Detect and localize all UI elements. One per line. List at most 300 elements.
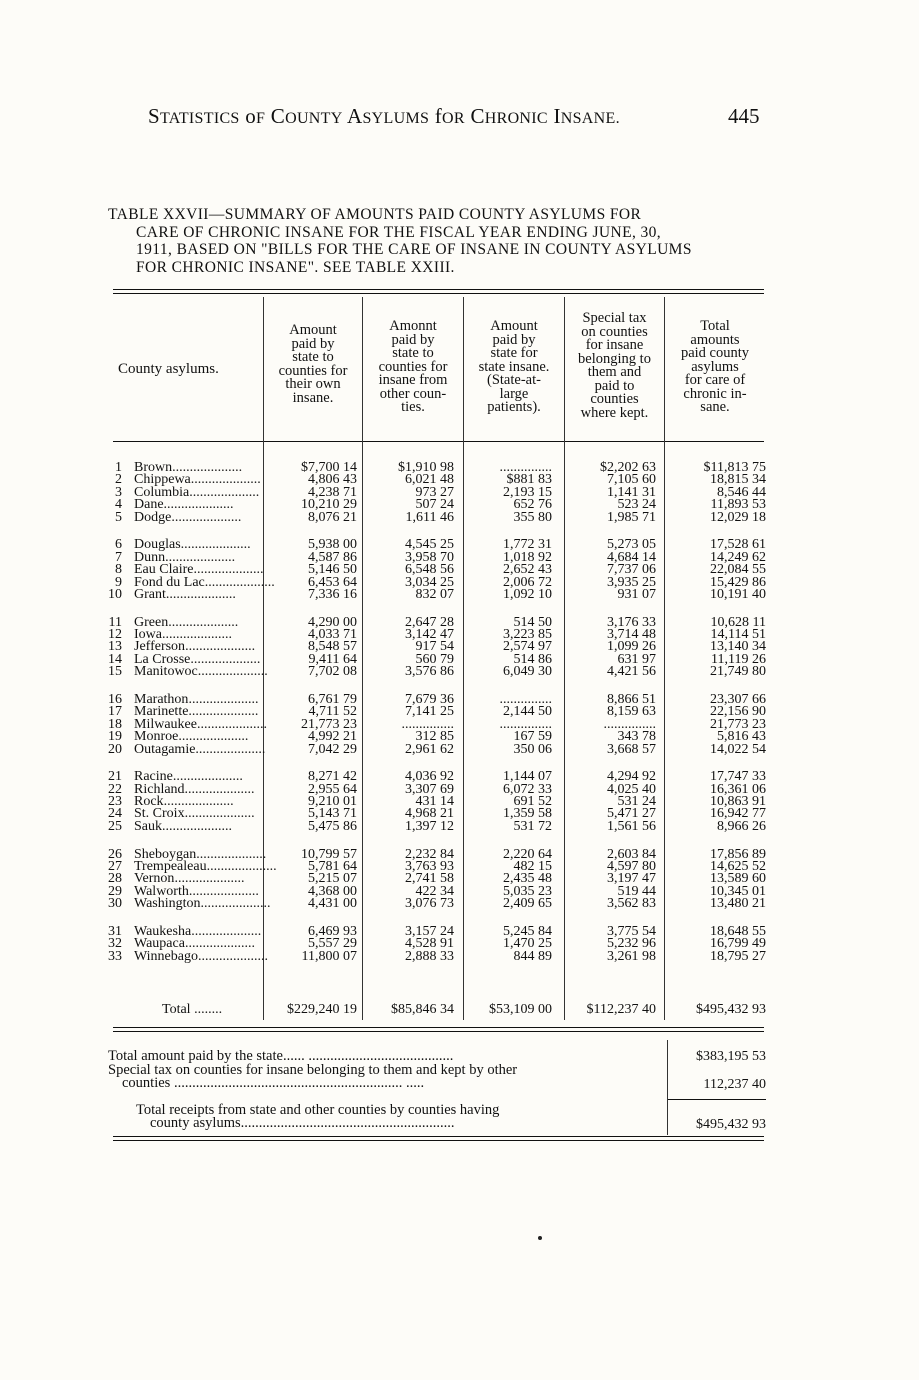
table-cell: 1,018 92 [503, 549, 552, 565]
table-cell: 5,035 23 [503, 883, 552, 899]
column-header-line: insane. [292, 389, 334, 406]
column-header-line: amounts [690, 331, 740, 348]
county-name: Waukesha.................... [134, 923, 262, 939]
column-header-line: Amount [289, 322, 337, 338]
table-cell: 560 79 [415, 651, 454, 667]
table-cell: 2,435 48 [503, 871, 552, 887]
table-cell: 5,232 96 [607, 936, 656, 952]
table-cell: 6,469 93 [308, 923, 357, 939]
column-header-line: their own [285, 376, 341, 392]
table-cell: 3,176 33 [607, 614, 656, 630]
table-cell: 1,092 10 [503, 586, 552, 602]
table-cell: 4,684 14 [607, 549, 656, 565]
table-cell: 14,249 62 [710, 549, 766, 565]
table-cell: 5,146 50 [308, 562, 357, 578]
table-cell: 17,856 89 [710, 846, 766, 862]
table-cell: 5,143 71 [308, 806, 357, 822]
table-cell: 6,049 30 [503, 664, 552, 680]
county-name: Richland.................... [134, 781, 255, 797]
table-cell: 5,273 05 [607, 537, 656, 553]
table-cell: 13,589 60 [710, 871, 766, 887]
table-cell: 355 80 [513, 509, 552, 525]
row-number: 14 [108, 651, 122, 667]
table-cell: 5,781 64 [308, 858, 357, 874]
row-number: 32 [108, 936, 122, 952]
column-header-special-tax [565, 312, 664, 420]
county-name: Grant.................... [134, 586, 236, 602]
page-number: 445 [728, 104, 760, 128]
row-number: 6 [115, 537, 122, 553]
table-cell: 691 52 [513, 794, 552, 809]
table-cell: 14,114 51 [710, 627, 766, 642]
table-cell: 167 59 [513, 729, 552, 745]
row-number: 27 [108, 858, 122, 874]
table-cell: 3,307 69 [405, 781, 454, 797]
table-row [0, 897, 919, 911]
table-cell: 3,714 48 [607, 627, 656, 642]
column-header-line: Total [700, 318, 730, 334]
table-cell: 3,197 47 [607, 871, 656, 887]
table-cell: 2,574 97 [503, 639, 552, 655]
county-name: Chippewa.................... [134, 472, 261, 488]
table-row [0, 588, 919, 602]
table-cell: 7,737 06 [607, 562, 656, 578]
table-cell: 21,749 80 [710, 664, 766, 680]
row-number: 25 [108, 818, 122, 834]
row-number: 15 [108, 664, 122, 680]
county-name: Vernon.................... [134, 871, 245, 887]
summary-bottom-rule [113, 1136, 764, 1137]
table-cell: 514 86 [513, 651, 552, 667]
column-header-line: patients). [487, 399, 541, 415]
column-header-line: insane from [378, 372, 448, 388]
table-cell: 4,431 00 [308, 896, 357, 912]
table-cell: 2,220 64 [503, 846, 552, 862]
table-cell: 1,397 12 [405, 818, 454, 834]
row-number: 7 [115, 549, 122, 565]
county-name: Eau Claire.................... [134, 562, 264, 578]
table-cell: 4,294 92 [607, 769, 656, 785]
county-name: Dane.................... [134, 497, 234, 513]
summary-value: 112,237 40 [703, 1077, 766, 1092]
table-cell: 931 07 [617, 586, 656, 602]
row-number: 18 [108, 716, 122, 732]
total-cell: $112,237 40 [586, 1002, 656, 1017]
table-row [0, 743, 919, 757]
leader-dots: ............... [603, 716, 656, 732]
column-header-line: Amonnt [389, 318, 437, 334]
county-name: Columbia.................... [134, 484, 260, 500]
column-header-line: on counties [581, 323, 648, 340]
table-cell: 1,141 31 [607, 484, 656, 500]
table-cell: 4,806 43 [308, 472, 357, 488]
table-cell: 1,985 71 [607, 509, 656, 525]
county-name: Douglas.................... [134, 537, 251, 553]
table-cell: 13,140 34 [710, 639, 766, 655]
county-name: Jefferson.................... [134, 639, 256, 655]
table-cell: 3,958 70 [405, 549, 454, 565]
row-number: 8 [115, 562, 122, 578]
table-cell: $11,813 75 [703, 460, 766, 475]
county-name: Outagamie.................... [134, 741, 266, 757]
summary-label: Total amount paid by the state...... ........................................ [108, 1048, 454, 1064]
table-cell: 7,105 60 [607, 472, 656, 488]
column-header-line: counties for [278, 362, 348, 379]
row-number: 9 [115, 574, 122, 590]
table-cell: 17,747 33 [710, 769, 766, 785]
row-number: 28 [108, 871, 122, 887]
table-cell: 1,772 31 [503, 537, 552, 553]
table-cell: 7,336 16 [308, 586, 357, 602]
table-cell: 4,033 71 [308, 627, 357, 642]
table-cell: 1,470 25 [503, 936, 552, 952]
table-cell: 5,475 86 [308, 818, 357, 834]
row-number: 10 [108, 586, 122, 602]
county-name: Sheboygan.................... [134, 846, 267, 862]
column-header-line: Amount [490, 318, 538, 334]
column-header-line: (State-at- [487, 372, 541, 388]
table-cell: 8,271 42 [308, 769, 357, 785]
table-cell: 6,453 64 [308, 574, 357, 590]
table-cell: 3,935 25 [607, 574, 656, 590]
table-cell: 8,966 26 [717, 818, 766, 834]
table-cell: 10,191 40 [710, 586, 766, 602]
table-cell: 4,545 25 [405, 537, 454, 553]
table-top-rule [113, 289, 764, 290]
table-cell: 5,816 43 [717, 729, 766, 745]
table-cell: 5,215 07 [308, 871, 357, 887]
table-cell: 3,763 93 [405, 858, 454, 874]
table-cell: 10,628 11 [710, 614, 766, 630]
table-cell: 16,361 06 [710, 781, 766, 797]
county-name: Iowa.................... [134, 627, 232, 642]
row-number: 26 [108, 846, 122, 862]
table-cell: 531 72 [513, 818, 552, 834]
total-cell: $53,109 00 [489, 1002, 552, 1017]
table-cell: 7,141 25 [405, 704, 454, 720]
summary-value: $383,195 53 [696, 1049, 766, 1064]
table-cell: 917 54 [415, 639, 454, 655]
county-name: Milwaukee.................... [134, 716, 267, 732]
leader-dots: ............... [401, 716, 454, 732]
table-cell: 4,711 52 [308, 704, 357, 720]
table-cell: 21,773 23 [301, 716, 357, 732]
summary-label: counties ............................................................... ..... [122, 1075, 425, 1091]
county-column-header: County asylums. [118, 361, 219, 377]
table-cell: 422 34 [415, 883, 454, 899]
row-number: 4 [115, 497, 122, 513]
table-cell: 3,668 57 [607, 741, 656, 757]
table-cell: 15,429 86 [710, 574, 766, 590]
table-cell: 3,034 25 [405, 574, 454, 590]
caption-line: FOR CHRONIC INSANE". SEE TABLE XXIII. [136, 258, 455, 276]
table-cell: 519 44 [617, 883, 656, 899]
row-number: 2 [115, 472, 122, 488]
row-number: 20 [108, 741, 122, 757]
table-row [0, 820, 919, 834]
column-header-line: state to [392, 345, 434, 361]
column-header-line: chronic in- [683, 385, 747, 402]
table-cell: 312 85 [415, 729, 454, 745]
county-name: La Crosse.................... [134, 651, 261, 667]
column-header-line: large [499, 385, 529, 402]
table-cell: 4,238 71 [308, 484, 357, 500]
column-header-line: counties [590, 391, 639, 407]
total-cell: $85,846 34 [391, 1002, 454, 1017]
table-cell: 6,021 48 [405, 472, 454, 488]
county-name: Racine.................... [134, 769, 243, 785]
table-cell: 1,144 07 [503, 769, 552, 785]
column-header-line: Special tax [582, 310, 647, 326]
table-cell: $2,202 63 [600, 460, 656, 475]
table-cell: 11,800 07 [301, 948, 357, 964]
county-name: Washington.................... [134, 896, 271, 912]
table-cell: 10,345 01 [710, 883, 766, 899]
table-cell: 18,795 27 [710, 948, 766, 964]
table-row [0, 665, 919, 679]
column-header-line: for insane [585, 337, 644, 353]
column-header-line: other coun- [379, 385, 447, 402]
table-cell: 4,036 92 [405, 769, 454, 785]
table-cell: 2,603 84 [607, 846, 656, 862]
table-cell: 6,548 56 [405, 562, 454, 578]
row-number: 29 [108, 883, 122, 899]
column-header-total [665, 320, 765, 415]
row-number: 17 [108, 704, 122, 720]
row-number: 23 [108, 794, 122, 809]
row-number: 33 [108, 948, 122, 964]
ink-speck [538, 1236, 542, 1240]
column-header-line: where kept. [580, 404, 649, 421]
row-number: 5 [115, 509, 122, 525]
county-name: Walworth.................... [134, 883, 259, 899]
column-header-line: paid by [492, 331, 536, 348]
header-bottom-rule [113, 441, 764, 442]
column-header-line: ties. [401, 399, 425, 415]
table-cell: 2,006 72 [503, 574, 552, 590]
county-name: Dunn.................... [134, 549, 236, 565]
table-cell: 514 50 [513, 614, 552, 630]
table-cell: 1,611 46 [405, 509, 454, 525]
table-cell: 507 24 [415, 497, 454, 513]
table-cell: 6,072 33 [503, 781, 552, 797]
table-cell: 11,119 26 [711, 651, 766, 667]
county-name: Trempealeau.................... [134, 858, 277, 874]
table-cell: 4,290 00 [308, 614, 357, 630]
row-number: 31 [108, 923, 122, 939]
table-bottom-rule [113, 1031, 764, 1032]
column-header-line: paid to [594, 377, 635, 394]
column-header-line: paid county [680, 345, 750, 361]
table-cell: $881 83 [506, 472, 552, 488]
total-label: Total ........ [162, 1002, 223, 1017]
county-name: Green.................... [134, 614, 239, 630]
table-cell: 2,955 64 [308, 781, 357, 797]
summary-label: Special tax on counties for insane belonging to them and kept by other [108, 1062, 518, 1078]
table-cell: 4,968 21 [405, 806, 454, 822]
column-header-line: belonging to [578, 350, 651, 367]
table-cell: 22,084 55 [710, 562, 766, 578]
table-cell: 10,799 57 [301, 846, 357, 862]
column-header-line: sane. [700, 399, 730, 415]
table-cell: 4,597 80 [607, 858, 656, 874]
table-cell: 5,938 00 [308, 537, 357, 553]
summary-label: county asylums........................................................... [150, 1115, 455, 1131]
column-header-line: state to [292, 349, 334, 365]
table-cell: 22,156 90 [710, 704, 766, 720]
table-cell: 6,761 79 [308, 691, 357, 707]
table-cell: 16,799 49 [710, 936, 766, 952]
table-row [0, 511, 919, 525]
leader-dots: ............... [499, 460, 552, 475]
summary-subtotal-rule [668, 1099, 766, 1100]
table-cell: 11,893 53 [710, 497, 766, 513]
column-header-state-insane [464, 320, 564, 415]
summary-bottom-rule [113, 1140, 764, 1141]
table-cell: 12,029 18 [710, 509, 766, 525]
total-cell: $495,432 93 [696, 1002, 766, 1017]
table-cell: 3,157 24 [405, 923, 454, 939]
table-cell: 14,022 54 [710, 741, 766, 757]
row-number: 12 [108, 627, 122, 642]
caption-line: TABLE XXVII—SUMMARY OF AMOUNTS PAID COUNTY ASYLUMS FOR [108, 206, 642, 223]
column-header-line: for care of [684, 372, 746, 388]
table-cell: 4,421 56 [607, 664, 656, 680]
table-cell: 343 78 [617, 729, 656, 745]
table-cell: 4,368 00 [308, 883, 357, 899]
row-number: 30 [108, 896, 122, 912]
table-cell: 9,411 64 [308, 651, 357, 667]
county-name: Manitowoc.................... [134, 664, 268, 680]
table-cell: 3,076 73 [405, 896, 454, 912]
table-cell: 8,866 51 [607, 691, 656, 707]
table-cell: 2,232 84 [405, 846, 454, 862]
table-cell: 631 97 [617, 651, 656, 667]
table-cell: 3,142 47 [405, 627, 454, 642]
table-bottom-rule [113, 1027, 764, 1028]
table-cell: 9,210 01 [308, 794, 357, 809]
table-cell: 2,961 62 [405, 741, 454, 757]
leader-dots: ............... [499, 691, 552, 707]
table-cell: 4,025 40 [607, 781, 656, 797]
table-cell: 1,561 56 [607, 818, 656, 834]
table-cell: 8,548 57 [308, 639, 357, 655]
column-header-state-own [264, 324, 362, 405]
row-number: 24 [108, 806, 122, 822]
table-cell: 10,863 91 [710, 794, 766, 809]
table-cell: 2,652 43 [503, 562, 552, 578]
column-header-line: counties for [378, 358, 448, 375]
table-cell: 3,261 98 [607, 948, 656, 964]
row-number: 21 [108, 769, 122, 785]
table-cell: 844 89 [513, 948, 552, 964]
table-cell: 4,992 21 [308, 729, 357, 745]
county-name: Waupaca.................... [134, 936, 255, 952]
summary-label: Total receipts from state and other counties by counties having [136, 1102, 500, 1118]
table-cell: 5,557 29 [308, 936, 357, 952]
table-cell: 2,888 33 [405, 948, 454, 964]
table-cell: $1,910 98 [398, 460, 454, 475]
table-cell: 3,576 86 [405, 664, 454, 680]
table-cell: 2,144 50 [503, 704, 552, 720]
table-cell: 8,076 21 [308, 509, 357, 525]
caption-line: 1911, BASED ON "BILLS FOR THE CARE OF INSANE IN COUNTY ASYLUMS [136, 241, 692, 258]
table-cell: 3,562 83 [607, 896, 656, 912]
row-number: 16 [108, 691, 122, 707]
county-name: Marathon.................... [134, 691, 259, 707]
row-number: 11 [108, 614, 122, 630]
table-row [0, 950, 919, 964]
running-header-title: STATISTICS oF COUNTY ASYLUMS fOR CHRONIC INSANE. [148, 104, 620, 128]
table-cell: 5,245 84 [503, 923, 552, 939]
table-cell: 2,409 65 [503, 896, 552, 912]
table-cell: 2,741 58 [405, 871, 454, 887]
table-cell: 3,775 54 [607, 923, 656, 939]
total-cell: $229,240 19 [287, 1002, 357, 1017]
table-cell: 2,647 28 [405, 614, 454, 630]
table-cell: 4,587 86 [308, 549, 357, 565]
table-cell: 10,210 29 [301, 497, 357, 513]
table-cell: 1,359 58 [503, 806, 552, 822]
table-cell: 7,702 08 [308, 664, 357, 680]
table-caption [108, 206, 768, 276]
table-cell: 16,942 77 [710, 806, 766, 822]
column-header-line: them and [587, 364, 642, 380]
county-name: St. Croix.................... [134, 806, 255, 822]
county-name: Winnebago.................... [134, 948, 268, 964]
county-name: Monroe.................... [134, 729, 249, 745]
county-name: Fond du Lac.................... [134, 574, 275, 590]
table-cell: 21,773 23 [710, 716, 766, 732]
table-cell: $7,700 14 [301, 460, 357, 475]
table-cell: 18,815 34 [710, 472, 766, 488]
county-name: Dodge.................... [134, 509, 242, 525]
row-number: 3 [115, 484, 122, 500]
column-header-line: paid by [291, 335, 335, 352]
table-cell: 23,307 66 [710, 691, 766, 707]
leader-dots: ............... [499, 716, 552, 732]
row-number: 22 [108, 781, 122, 797]
table-cell: 2,193 15 [503, 484, 552, 500]
table-cell: 4,528 91 [405, 936, 454, 952]
column-header-line: state for [490, 345, 538, 361]
table-cell: 18,648 55 [710, 923, 766, 939]
table-cell: 350 06 [513, 741, 552, 757]
row-number: 19 [108, 729, 122, 745]
table-cell: 8,159 63 [607, 704, 656, 720]
table-cell: 531 24 [617, 794, 656, 809]
caption-line: CARE OF CHRONIC INSANE FOR THE FISCAL YEAR ENDING JUNE, 30, [136, 223, 662, 241]
table-cell: 482 15 [513, 858, 552, 874]
table-cell: 1,099 26 [607, 639, 656, 655]
table-cell: 13,480 21 [710, 896, 766, 912]
table-cell: 7,042 29 [308, 741, 357, 757]
county-name: Rock.................... [134, 794, 234, 809]
row-number: 13 [108, 639, 122, 655]
column-header-line: paid by [391, 331, 435, 348]
table-cell: 5,471 27 [607, 806, 656, 822]
table-cell: 652 76 [513, 497, 552, 513]
county-name: Sauk.................... [134, 818, 232, 834]
table-cell: 17,528 61 [710, 537, 766, 553]
table-cell: 7,679 36 [405, 691, 454, 707]
row-number: 1 [115, 460, 122, 475]
table-cell: 14,625 52 [710, 858, 766, 874]
column-header-line: asylums [691, 358, 739, 375]
county-name: Marinette.................... [134, 704, 259, 720]
table-cell: 431 14 [415, 794, 454, 809]
summary-value: $495,432 93 [696, 1117, 766, 1132]
